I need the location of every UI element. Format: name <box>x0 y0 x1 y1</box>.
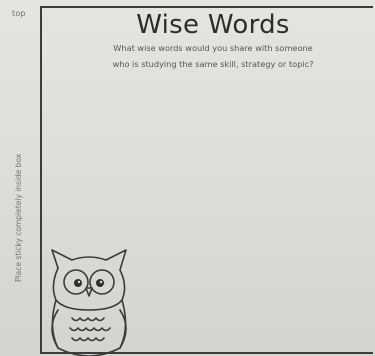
prompt-text <box>58 40 368 72</box>
prompt-line-1: What wise words would you share with someone <box>113 43 313 53</box>
page-title: Wise Words <box>136 10 290 40</box>
prompt-line-2: who is studying the same skill, strategy or topic? <box>112 59 314 69</box>
owl-icon <box>44 248 134 356</box>
corner-label: top <box>12 9 26 18</box>
side-instruction: Place sticky completely inside box <box>14 153 23 282</box>
